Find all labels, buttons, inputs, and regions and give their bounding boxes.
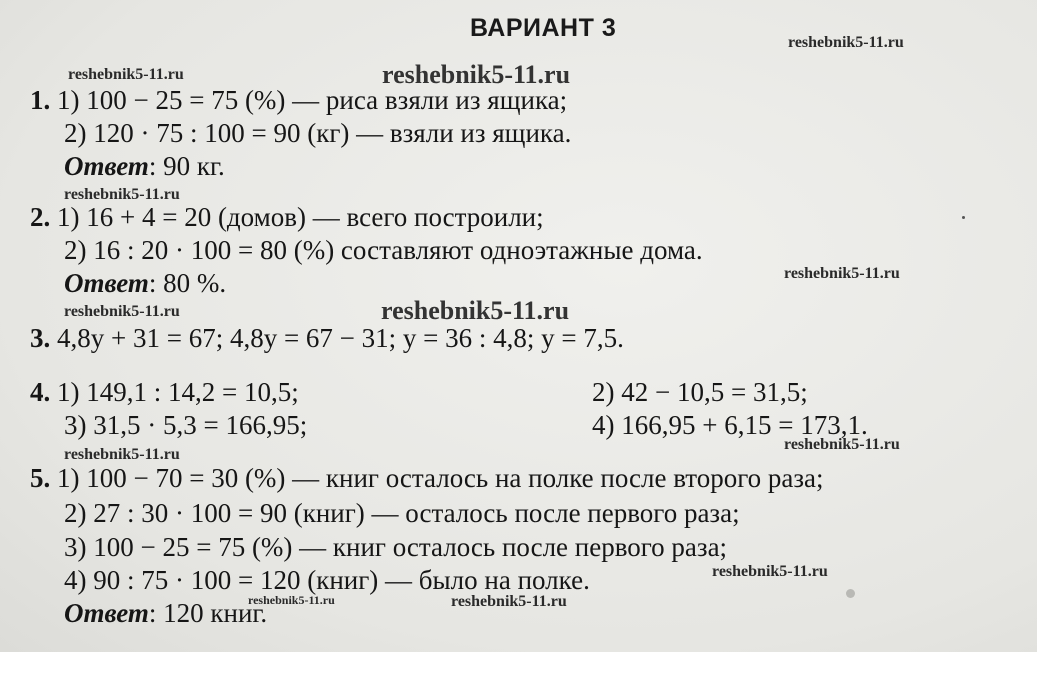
watermark: reshebnik5-11.ru (64, 186, 180, 203)
problem-2-step-1: 1) 16 + 4 = 20 (домов) — всего построили; (57, 202, 544, 232)
answer-label: Ответ (64, 151, 149, 181)
problem-1-step-1: 1) 100 − 25 = 75 (%) — риса взяли из ящика; (57, 85, 568, 115)
problem-2-step-2: 2) 16 : 20 · 100 = 80 (%) составляют одноэтажные дома. (64, 235, 703, 265)
problem-1-answer (64, 151, 225, 181)
watermark: reshebnik5-11.ru (248, 593, 335, 607)
watermark: reshebnik5-11.ru (712, 563, 828, 580)
watermark: reshebnik5-11.ru (784, 265, 900, 282)
watermark: reshebnik5-11.ru (64, 303, 180, 320)
problem-1-number: 1. (30, 85, 51, 115)
problem-4-line-1 (30, 377, 299, 407)
problem-5-step-1: 1) 100 − 70 = 30 (%) — книг осталось на полке после второго раза; (57, 463, 824, 493)
page-title: ВАРИАНТ 3 (470, 14, 617, 42)
answer-value: : 80 %. (148, 268, 227, 298)
problem-5-line-1 (30, 463, 824, 493)
problem-4-step-2: 2) 42 − 10,5 = 31,5; (592, 377, 808, 407)
problem-4-step-4: 4) 166,95 + 6,15 = 173,1. (592, 410, 868, 440)
problem-3-number: 3. (30, 323, 51, 353)
problem-5-step-4: 4) 90 : 75 · 100 = 120 (книг) — было на полке. (64, 565, 590, 595)
problem-4-number: 4. (30, 377, 51, 407)
answer-value: : 90 кг. (148, 151, 225, 181)
answer-label: Ответ (64, 598, 149, 628)
problem-3-equation: 4,8y + 31 = 67; 4,8y = 67 − 31; y = 36 : 4,8; y = 7,5. (57, 323, 624, 353)
problem-2-answer (64, 268, 226, 298)
problem-4-step-1: 1) 149,1 : 14,2 = 10,5; (57, 377, 299, 407)
watermark: reshebnik5-11.ru (64, 446, 180, 463)
answer-label: Ответ (64, 268, 149, 298)
problem-4-step-3: 3) 31,5 · 5,3 = 166,95; (64, 410, 308, 440)
watermark: reshebnik5-11.ru (382, 60, 571, 89)
problem-3-line-1 (30, 323, 624, 353)
scan-dot (846, 589, 855, 598)
watermark: reshebnik5-11.ru (788, 34, 904, 51)
problem-5-number: 5. (30, 463, 51, 493)
watermark: reshebnik5-11.ru (381, 296, 570, 325)
watermark: reshebnik5-11.ru (451, 593, 567, 610)
problem-5-step-3: 3) 100 − 25 = 75 (%) — книг осталось после первого раза; (64, 532, 728, 562)
scan-speck (962, 216, 965, 219)
problem-5-step-2: 2) 27 : 30 · 100 = 90 (книг) — осталось после первого раза; (64, 498, 740, 528)
watermark: reshebnik5-11.ru (784, 436, 900, 453)
problem-2-number: 2. (30, 202, 51, 232)
problem-2-line-1 (30, 202, 544, 232)
answer-value: : 120 книг. (148, 598, 268, 628)
watermark: reshebnik5-11.ru (68, 66, 184, 83)
problem-1-step-2: 2) 120 · 75 : 100 = 90 (кг) — взяли из ящика. (64, 118, 572, 148)
problem-5-answer (64, 598, 267, 628)
